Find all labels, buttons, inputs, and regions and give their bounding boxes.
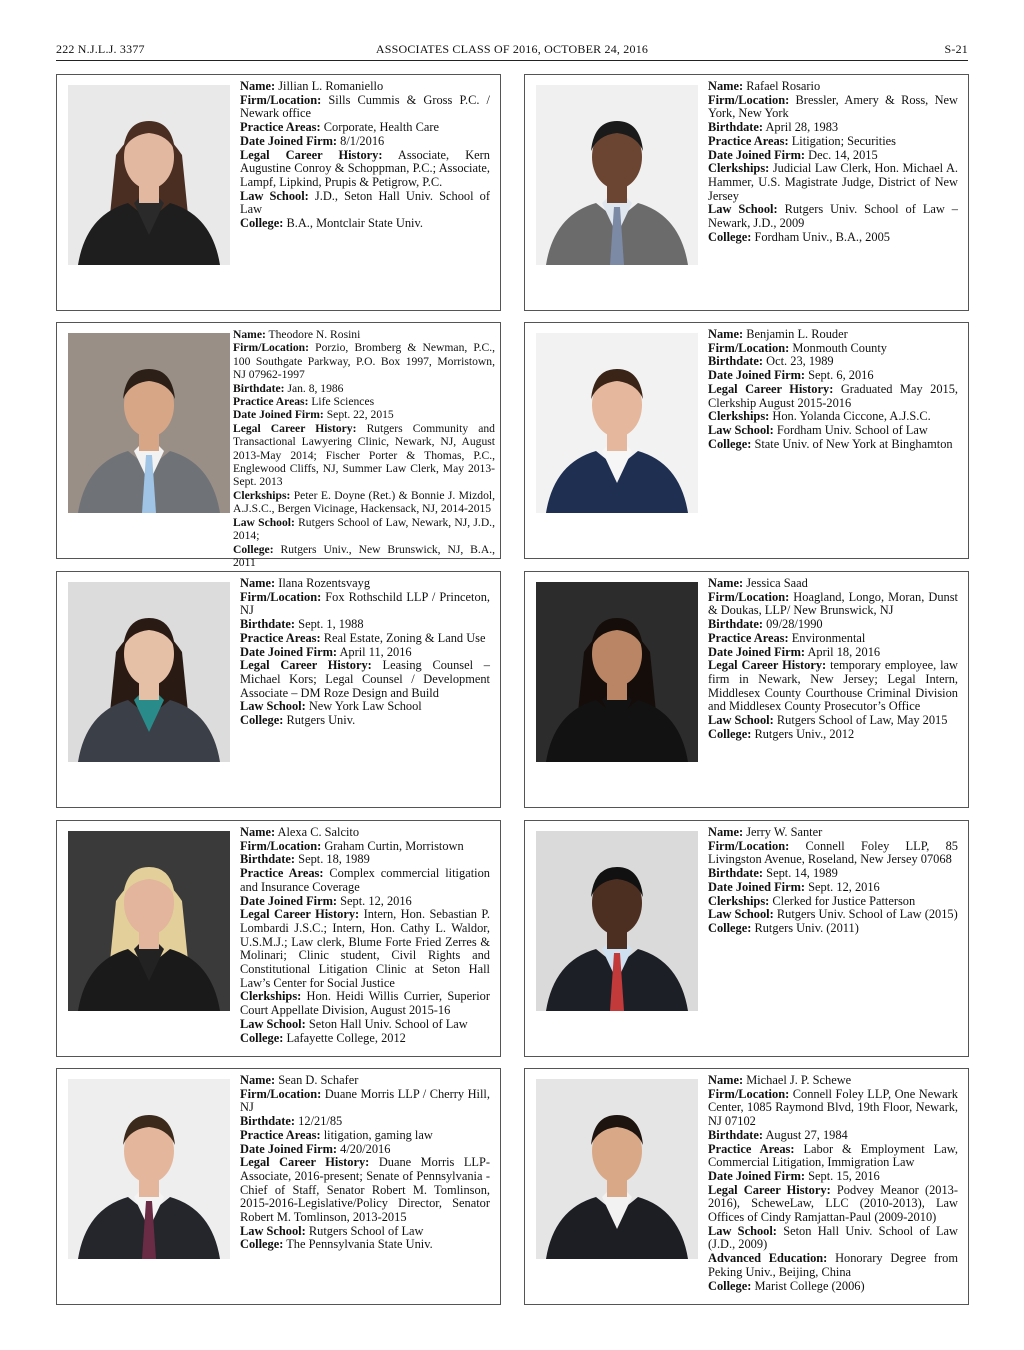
field-label: Birthdate: [708,120,764,135]
field-value: Ilana Rozentsvayg [278,576,371,590]
field-label: College: [240,1030,284,1045]
profile-field [708,424,958,438]
profile-field [708,162,958,203]
field-label: Firm/Location: [708,340,790,355]
field-value: April 18, 2016 [807,644,881,659]
field-value: Alexa C. Salcito [277,825,360,839]
profile-field [708,1129,958,1143]
field-label: Clerkships: [233,488,291,502]
profile-field [708,826,958,840]
field-label: Clerkships: [240,989,302,1004]
field-value: April 11, 2016 [339,644,412,659]
headshot-photo [68,831,230,1011]
field-value: Monmouth County [792,340,887,355]
profile-field [708,908,958,922]
field-value: Graham Curtin, Morristown [324,838,464,853]
field-value: Sept. 18, 1989 [298,852,370,867]
profile-card [56,571,501,808]
field-label: Birthdate: [240,852,296,867]
profile-field [240,1143,490,1157]
profile-field [708,369,958,383]
field-value: Rafael Rosario [746,79,821,93]
field-value: Rutgers Univ. School of Law (2015) [776,907,958,922]
field-value: Lafayette College, 2012 [286,1030,406,1045]
field-label: College: [708,726,752,741]
profile-field [708,342,958,356]
profile-card [524,1068,969,1305]
field-value: State Univ. of New York at Binghamton [754,436,953,451]
field-value: Rutgers Univ., New Brunswick, NJ, B.A., 2011 [233,542,495,569]
field-value: Benjamin L. Rouder [746,327,848,341]
field-value: Rutgers Univ. [286,713,356,728]
field-label: Firm/Location: [233,341,309,355]
field-value: Fordham Univ., B.A., 2005 [754,229,890,244]
profile-field [708,1143,958,1170]
field-value: Rutgers School of Law, May 2015 [776,713,948,728]
headshot-photo [68,582,230,762]
field-label: Firm/Location: [708,589,790,604]
field-value: Sean D. Schafer [278,1073,359,1087]
profile-details [708,80,958,244]
profile-field [240,149,490,190]
field-value: Jan. 8, 1986 [287,381,344,395]
field-value: August 27, 1984 [765,1127,848,1142]
field-label: Name: [240,825,276,839]
field-label: Name: [240,576,276,590]
profile-field [240,577,490,591]
field-value: Honorary Degree from Peking Univ., Beijing, China [708,1251,958,1279]
profile-details [708,1074,958,1293]
field-value: Intern, Hon. Sebastian P. Lombardi J.S.C.; Intern, Hon. Cathy L. Waldor, U.S.M.J.; Law clerk, Blume Forte Fried Zerres & Molinari; Clinic student, Civil Rights and Constitutional Litigation Clinic at Seton Hall Law’s Center for Social Justice [240,907,490,990]
field-label: Law School: [240,699,306,714]
headshot-photo [68,1079,230,1259]
field-label: Practice Areas: [240,1127,321,1142]
field-value: Theodore N. Rosini [268,328,361,341]
profile-field [708,1088,958,1129]
field-label: Firm/Location: [240,589,322,604]
field-value: Graduated May 2015, Clerkship August 2015-2016 [708,381,959,410]
field-value: Rutgers Univ. (2011) [754,920,859,935]
profile-field [240,826,490,840]
profile-field [240,80,490,94]
profile-card [56,1068,501,1305]
header-citation: 222 N.J.L.J. 3377 [56,42,145,56]
field-label: Firm/Location: [240,1086,322,1101]
field-value: Duane Morris LLP-Associate, 2016-present; Senate of Pennsylvania - Chief of Staff, Senator Robert M. Tomlinson, 2015-2016-Legislative/Policy Director, Senator Robert M. Tomlinson, 2013-2015 [240,1155,491,1225]
field-value: Judicial Law Clerk, Hon. Michael A. Hammer, U.S. Magistrate Judge, District of New Jersey [708,161,958,203]
profile-field [233,395,495,408]
profile-field [240,1225,490,1239]
field-label: Firm/Location: [708,838,790,853]
profile-details [708,577,958,741]
field-label: Date Joined Firm: [240,1141,338,1156]
field-value: Bressler, Amery & Ross, New York, New York [708,92,958,121]
field-value: temporary employee, law firm in Newark, New Jersey; Legal Intern, Middlesex County Courthouse Criminal Division and Middlesex County Prosecutor’s Office [708,658,958,714]
headshot-photo [536,582,698,762]
field-label: Firm/Location: [708,1086,790,1101]
profile-card [524,322,969,559]
field-label: Clerkships: [708,161,770,176]
field-value: Rutgers Community and Transactional Lawyering Clinic, Newark, NJ, August 2013-May 2014; Fischer Porter & Thomas, P.C., Englewood Cliffs, NJ, Summer Law Clerk, May 2013-Sept. 2013 [233,421,495,489]
profile-field [233,422,495,489]
field-label: Name: [240,79,276,93]
profile-card [524,74,969,311]
profile-field [240,217,490,231]
field-label: Birthdate: [708,354,764,369]
profile-field [708,121,958,135]
field-label: Birthdate: [708,866,764,881]
field-value: Real Estate, Zoning & Land Use [323,630,486,645]
field-label: Birthdate: [233,381,285,395]
profile-field [240,700,490,714]
profile-field [233,328,495,341]
field-value: Rutgers School of Law [308,1223,424,1238]
field-label: College: [233,542,274,556]
field-label: Legal Career History: [708,1182,831,1197]
field-label: Practice Areas: [708,630,789,645]
field-label: Firm/Location: [240,92,322,107]
field-label: Birthdate: [708,1127,764,1142]
profile-card [56,74,501,311]
profile-field [240,867,490,894]
field-label: Advanced Education: [708,1251,828,1266]
header-title: ASSOCIATES CLASS OF 2016, OCTOBER 24, 2016 [375,42,649,56]
profile-field [240,1238,490,1252]
field-value: Sept. 12, 2016 [808,879,880,894]
field-label: Law School: [708,713,774,728]
field-label: Practice Areas: [708,1141,795,1156]
field-label: Birthdate: [708,617,764,632]
field-value: New York Law School [308,699,422,714]
field-value: Michael J. P. Schewe [746,1073,852,1087]
field-value: Sept. 22, 2015 [326,408,394,422]
field-label: Date Joined Firm: [708,147,806,162]
profile-card [56,322,501,569]
field-value: Labor & Employment Law, Commercial Litigation, Immigration Law [708,1141,958,1170]
field-label: Birthdate: [240,617,296,632]
field-value: Leasing Counsel – Michael Kors; Legal Counsel / Development Associate – DM Roze Design and Build [240,658,490,700]
field-label: Law School: [240,188,309,203]
field-label: Legal Career History: [240,147,383,162]
field-label: Birthdate: [240,1114,296,1129]
field-label: Legal Career History: [240,658,372,673]
field-value: Sept. 14, 1989 [766,866,838,881]
profile-field [708,659,958,714]
profile-field [233,489,495,516]
profile-field [240,908,490,990]
profile-field [240,1074,490,1088]
field-label: Firm/Location: [708,92,790,107]
field-value: Dec. 14, 2015 [808,147,878,162]
profile-field [708,438,958,452]
profile-field [708,383,958,410]
field-value: Seton Hall Univ. School of Law [308,1016,468,1031]
field-value: Life Sciences [311,395,375,409]
field-value: Sept. 6, 2016 [808,368,874,383]
field-value: 12/21/85 [298,1114,343,1129]
profile-field [708,922,958,936]
profile-field [708,881,958,895]
field-value: Environmental [791,630,866,645]
profile-field [708,149,958,163]
field-label: Name: [708,327,744,341]
field-label: College: [708,920,752,935]
profile-field [240,1129,490,1143]
field-label: Law School: [233,515,295,529]
field-label: Date Joined Firm: [708,644,806,659]
field-value: April 28, 1983 [765,120,839,135]
field-value: Marist College (2006) [754,1278,865,1293]
field-label: Legal Career History: [233,421,357,435]
profile-field [240,591,490,618]
field-label: Name: [708,825,744,839]
profile-field [240,1018,490,1032]
field-label: Date Joined Firm: [233,408,324,422]
field-value: Rutgers Univ. School of Law – Newark, J.D., 2009 [708,202,958,231]
profile-field [240,646,490,660]
profile-field [708,618,958,632]
profile-field [240,1115,490,1129]
field-label: Date Joined Firm: [240,644,338,659]
field-value: Sept. 15, 2016 [808,1168,880,1183]
headshot-photo [68,85,230,265]
profile-field [708,728,958,742]
profile-field [708,355,958,369]
profile-field [708,135,958,149]
field-value: Duane Morris LLP / Cherry Hill, NJ [240,1086,490,1115]
field-value: The Pennsylvania State Univ. [286,1237,433,1252]
profile-field [708,1074,958,1088]
field-label: College: [708,229,752,244]
field-label: Practice Areas: [240,630,321,645]
profile-field [708,714,958,728]
profile-details [240,80,490,231]
field-label: Firm/Location: [240,838,322,853]
field-value: Litigation; Securities [791,133,897,148]
headshot-photo [536,1079,698,1259]
profile-details [708,826,958,936]
profile-field [240,190,490,217]
profile-field [240,714,490,728]
profile-field [240,895,490,909]
profile-card [524,820,969,1057]
field-value: Sept. 1, 1988 [298,617,364,632]
profile-details [708,328,958,451]
profile-field [240,1156,490,1225]
profile-field [708,80,958,94]
field-value: 4/20/2016 [340,1141,391,1156]
field-value: Oct. 23, 1989 [766,354,834,369]
field-label: Legal Career History: [708,658,827,673]
field-value: Fox Rothschild LLP / Princeton, NJ [240,589,490,618]
profile-field [708,840,958,867]
field-value: Connell Foley LLP, 85 Livingston Avenue, Roseland, New Jersey 07068 [708,838,958,867]
profile-field [240,121,490,135]
profile-field [708,591,958,618]
field-label: Practice Areas: [240,120,321,135]
field-value: Sept. 12, 2016 [340,893,412,908]
field-value: Podvey Meanor (2013-2016), ScheweLaw, LLC (2010-2013), Law Offices of Cindy Ramjattan-Paul (2009-2010) [708,1182,958,1225]
profile-field [233,341,495,381]
field-value: Porzio, Bromberg & Newman, P.C., 100 Southgate Parkway, P.O. Box 1997, Morristown, NJ 07962-1997 [233,341,495,382]
field-label: Practice Areas: [708,133,789,148]
field-value: Associate, Kern Augustine Conroy & Schoppman, P.C.; Associate, Lampf, Lipkind, Prupis & Petigrow, P.C. [240,147,490,189]
field-value: B.A., Montclair State Univ. [286,216,423,231]
profile-field [708,328,958,342]
field-label: Clerkships: [708,409,770,424]
profile-field [240,990,490,1017]
field-value: 09/28/1990 [766,617,823,632]
profile-field [240,632,490,646]
field-label: Name: [708,576,744,590]
profile-details [240,577,490,728]
profile-field [240,659,490,700]
field-value: 8/1/2016 [340,133,385,148]
profile-field [708,646,958,660]
field-value: Seton Hall Univ. School of Law (J.D., 2009) [708,1223,958,1252]
field-value: Connell Foley LLP, One Newark Center, 1085 Raymond Blvd, 19th Floor, Newark, NJ 07102 [708,1086,958,1129]
field-value: Corporate, Health Care [323,120,439,135]
field-label: College: [708,1278,752,1293]
field-value: J.D., Seton Hall Univ. School of Law [240,188,490,217]
profile-field [240,840,490,854]
profile-field [233,408,495,421]
field-value: Peter E. Doyne (Ret.) & Bonnie J. Mizdol, A.J.S.C., Bergen Vicinage, Hackensack, NJ, 2014-2015 [233,488,496,516]
profile-field [708,1280,958,1294]
profile-field [240,1032,490,1046]
field-value: Jessica Saad [746,576,808,590]
field-label: Law School: [240,1223,306,1238]
field-label: Date Joined Firm: [708,879,806,894]
field-label: Name: [240,1073,276,1087]
field-label: College: [240,216,284,231]
profile-field [708,94,958,121]
headshot-photo [536,85,698,265]
field-label: Name: [708,79,744,93]
field-value: Jerry W. Santer [746,825,823,839]
field-value: Fordham Univ. School of Law [776,422,928,437]
profile-field [240,618,490,632]
profile-details [233,328,495,569]
profile-field [708,867,958,881]
field-label: Date Joined Firm: [240,133,338,148]
field-label: College: [240,1237,284,1252]
field-label: Legal Career History: [708,381,834,396]
profile-field [233,516,495,543]
field-value: Hon. Heidi Willis Currier, Superior Court Appellate Division, August 2015-16 [240,989,490,1018]
field-label: Legal Career History: [240,907,360,922]
profile-field [708,1252,958,1279]
page-header [56,42,968,61]
field-label: Date Joined Firm: [708,1168,806,1183]
field-value: Hon. Yolanda Ciccone, A.J.S.C. [772,409,931,424]
profile-field [708,203,958,230]
profile-field [708,895,958,909]
field-label: Legal Career History: [240,1155,370,1170]
field-label: Date Joined Firm: [240,893,338,908]
header-page-number: S-21 [944,42,968,56]
field-value: Rutgers School of Law, Newark, NJ, J.D., 2014; [233,515,495,543]
profile-field [708,1170,958,1184]
field-label: Law School: [708,1223,777,1238]
field-label: College: [240,713,284,728]
field-label: Law School: [708,907,774,922]
field-value: Sills Cummis & Gross P.C. / Newark office [240,92,491,121]
field-label: Practice Areas: [233,395,309,409]
headshot-photo [536,831,698,1011]
field-label: Law School: [708,422,774,437]
headshot-photo [68,333,230,513]
field-value: Clerked for Justice Patterson [772,893,916,908]
field-label: Clerkships: [708,893,770,908]
profile-field [708,1225,958,1252]
field-value: Complex commercial litigation and Insurance Coverage [240,866,490,894]
profile-details [240,826,490,1045]
field-label: Law School: [708,202,778,217]
field-label: Name: [233,328,266,341]
field-value: Hoagland, Longo, Moran, Dunst & Doukas, LLP/ New Brunswick, NJ [708,589,958,618]
profile-card [524,571,969,808]
profile-field [233,382,495,395]
headshot-photo [536,333,698,513]
profile-field [240,94,490,121]
field-label: Name: [708,1073,744,1087]
profile-field [708,632,958,646]
field-label: Date Joined Firm: [708,368,806,383]
field-label: Practice Areas: [240,866,324,881]
profile-field [708,577,958,591]
profile-field [240,135,490,149]
field-label: College: [708,436,752,451]
profile-field [708,1184,958,1225]
profile-field [233,543,495,570]
field-value: litigation, gaming law [323,1127,433,1142]
field-label: Law School: [240,1016,306,1031]
profile-field [708,231,958,245]
profile-field [708,410,958,424]
field-value: Rutgers Univ., 2012 [754,726,855,741]
profile-details [240,1074,490,1252]
field-value: Jillian L. Romaniello [278,79,384,93]
profile-field [240,1088,490,1115]
profile-card [56,820,501,1057]
profile-field [240,853,490,867]
